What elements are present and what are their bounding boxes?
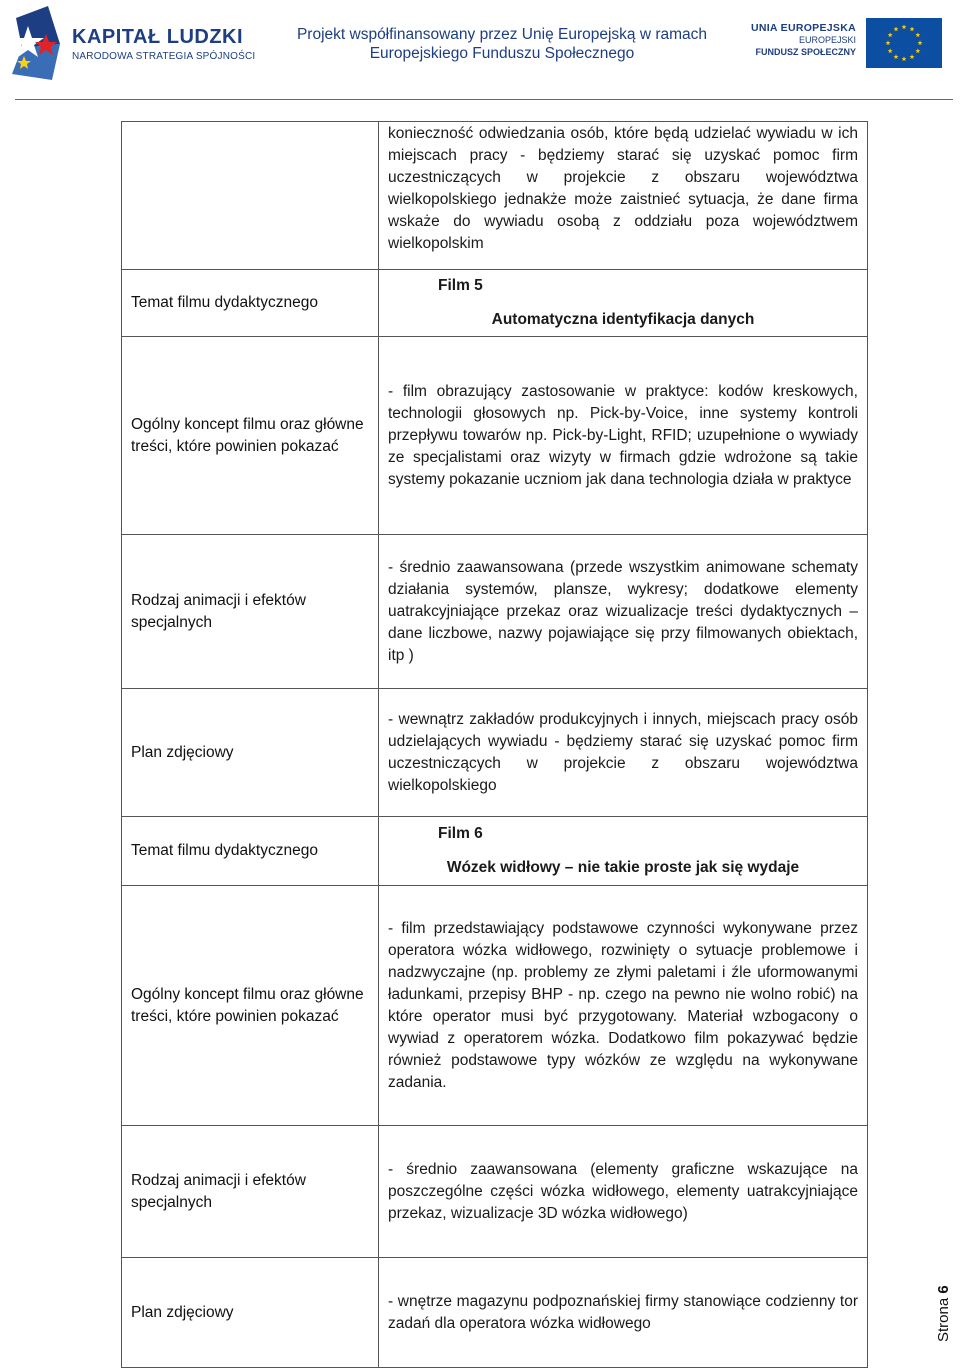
film-specification-table	[121, 121, 868, 1368]
funding-line-1: Projekt współfinansowany przez Unię Europejską w ramach	[296, 26, 708, 43]
logo-subtitle: NARODOWA STRATEGIA SPÓJNOŚCI	[72, 51, 256, 62]
table-row-film-5	[122, 270, 868, 337]
table-row	[122, 337, 868, 535]
row-label	[122, 122, 379, 270]
table-row	[122, 689, 868, 817]
page-number-value: 6	[935, 1285, 952, 1294]
table-row	[122, 1126, 868, 1258]
table-row	[122, 1258, 868, 1368]
row-label: Plan zdjęciowy	[122, 689, 379, 817]
eu-flag-icon	[866, 18, 942, 68]
eu-line-3: FUNDUSZ SPOŁECZNY	[755, 47, 856, 57]
row-label: Temat filmu dydaktycznego	[122, 270, 379, 337]
row-label: Temat filmu dydaktycznego	[122, 817, 379, 886]
row-content: - film obrazujący zastosowanie w praktyce: kodów kreskowych, technologii głosowych np. Pick-by-Voice, inne systemy kontroli przepływu towarów np. Pick-by-Light, RFID; uzupełnione o wywiady ze specjalistami oraz wizyty w firmach gdzie wdrożone są takie systemy pokazanie uczniom jak dana technologia działa w praktyce	[379, 337, 868, 535]
film-number: Film 6	[438, 825, 483, 842]
eu-line-2: EUROPEJSKI	[798, 35, 856, 45]
row-label: Ogólny koncept filmu oraz główne treści, które powinien pokazać	[122, 337, 379, 535]
row-label: Plan zdjęciowy	[122, 1258, 379, 1368]
film-heading-cell	[379, 817, 868, 886]
logo-title: KAPITAŁ LUDZKI	[72, 26, 244, 48]
row-label: Rodzaj animacji i efektów specjalnych	[122, 1126, 379, 1258]
row-content: - wewnątrz zakładów produkcyjnych i innych, miejscach pracy osób udzielających wywiadu - będziemy starać się uzyskać pomoc firm uczestniczących w projekcie z obszaru województwa wielkopolskiego	[379, 689, 868, 817]
row-content: - średnio zaawansowana (elementy graficzne wskazujące na poszczególne części wózka widłowego, elementy uatrakcyjniające przekaz, wizualizacje 3D wózka widłowego)	[379, 1126, 868, 1258]
funding-line-2: Europejskiego Funduszu Społecznego	[369, 45, 635, 62]
table-row	[122, 535, 868, 689]
film-heading-cell	[379, 270, 868, 337]
row-content: - wnętrze magazynu podpoznańskiej firmy stanowiące codzienny tor zadań dla operatora wózka widłowego	[379, 1258, 868, 1368]
eu-line-1: UNIA EUROPEJSKA	[750, 22, 856, 34]
table-row	[122, 122, 868, 270]
row-content: - średnio zaawansowana (przede wszystkim animowane schematy działania systemów, plansze, wykresy; dodatkowe elementy uatrakcyjniające przekaz oraz wizualizacje treści dydaktycznych – dane liczbowe, nazwy pojawiające się przy filmowanych obiektach, itp )	[379, 535, 868, 689]
page-header	[0, 0, 960, 100]
film-number: Film 5	[438, 277, 483, 294]
page-label: Strona	[935, 1297, 952, 1342]
table-row-film-6	[122, 817, 868, 886]
header-funding-note	[296, 25, 708, 63]
page-number	[935, 1285, 952, 1342]
film-title: Wózek widłowy – nie takie proste jak się wydaje	[446, 859, 800, 876]
eu-logo-text	[751, 22, 856, 58]
row-label: Rodzaj animacji i efektów specjalnych	[122, 535, 379, 689]
table-row	[122, 886, 868, 1126]
film-title: Automatyczna identyfikacja danych	[491, 311, 755, 328]
eu-logo-block	[750, 16, 950, 76]
header-divider	[15, 99, 953, 100]
row-content: - film przedstawiający podstawowe czynności wykonywane przez operatora wózka widłowego, rozwinięty o sytuacje problemowe i nadzwyczajne (np. problemy ze złymi paletami i źle uformowanymi ładunkami, przepisy BHP - np. czego na pewno nie wolno robić) na które operator musi być przygotowany. Materiał wzbogacony o wywiad z operatorem wózka. Dodatkowo film pokazywać będzie również podstawowe typy wózków ze względu na wykonywane zadania.	[379, 886, 868, 1126]
row-content: konieczność odwiedzania osób, które będą udzielać wywiadu w ich miejscach pracy - będziemy starać się uzyskać pomoc firm uczestniczących w projekcie z obszaru województwa wielkopolskiego jednakże może zaistnieć sytuacja, że dane firma wskaże do wywiadu osobą z oddziału poza województwem wielkopolskim	[379, 122, 868, 270]
row-label: Ogólny koncept filmu oraz główne treści, które powinien pokazać	[122, 886, 379, 1126]
